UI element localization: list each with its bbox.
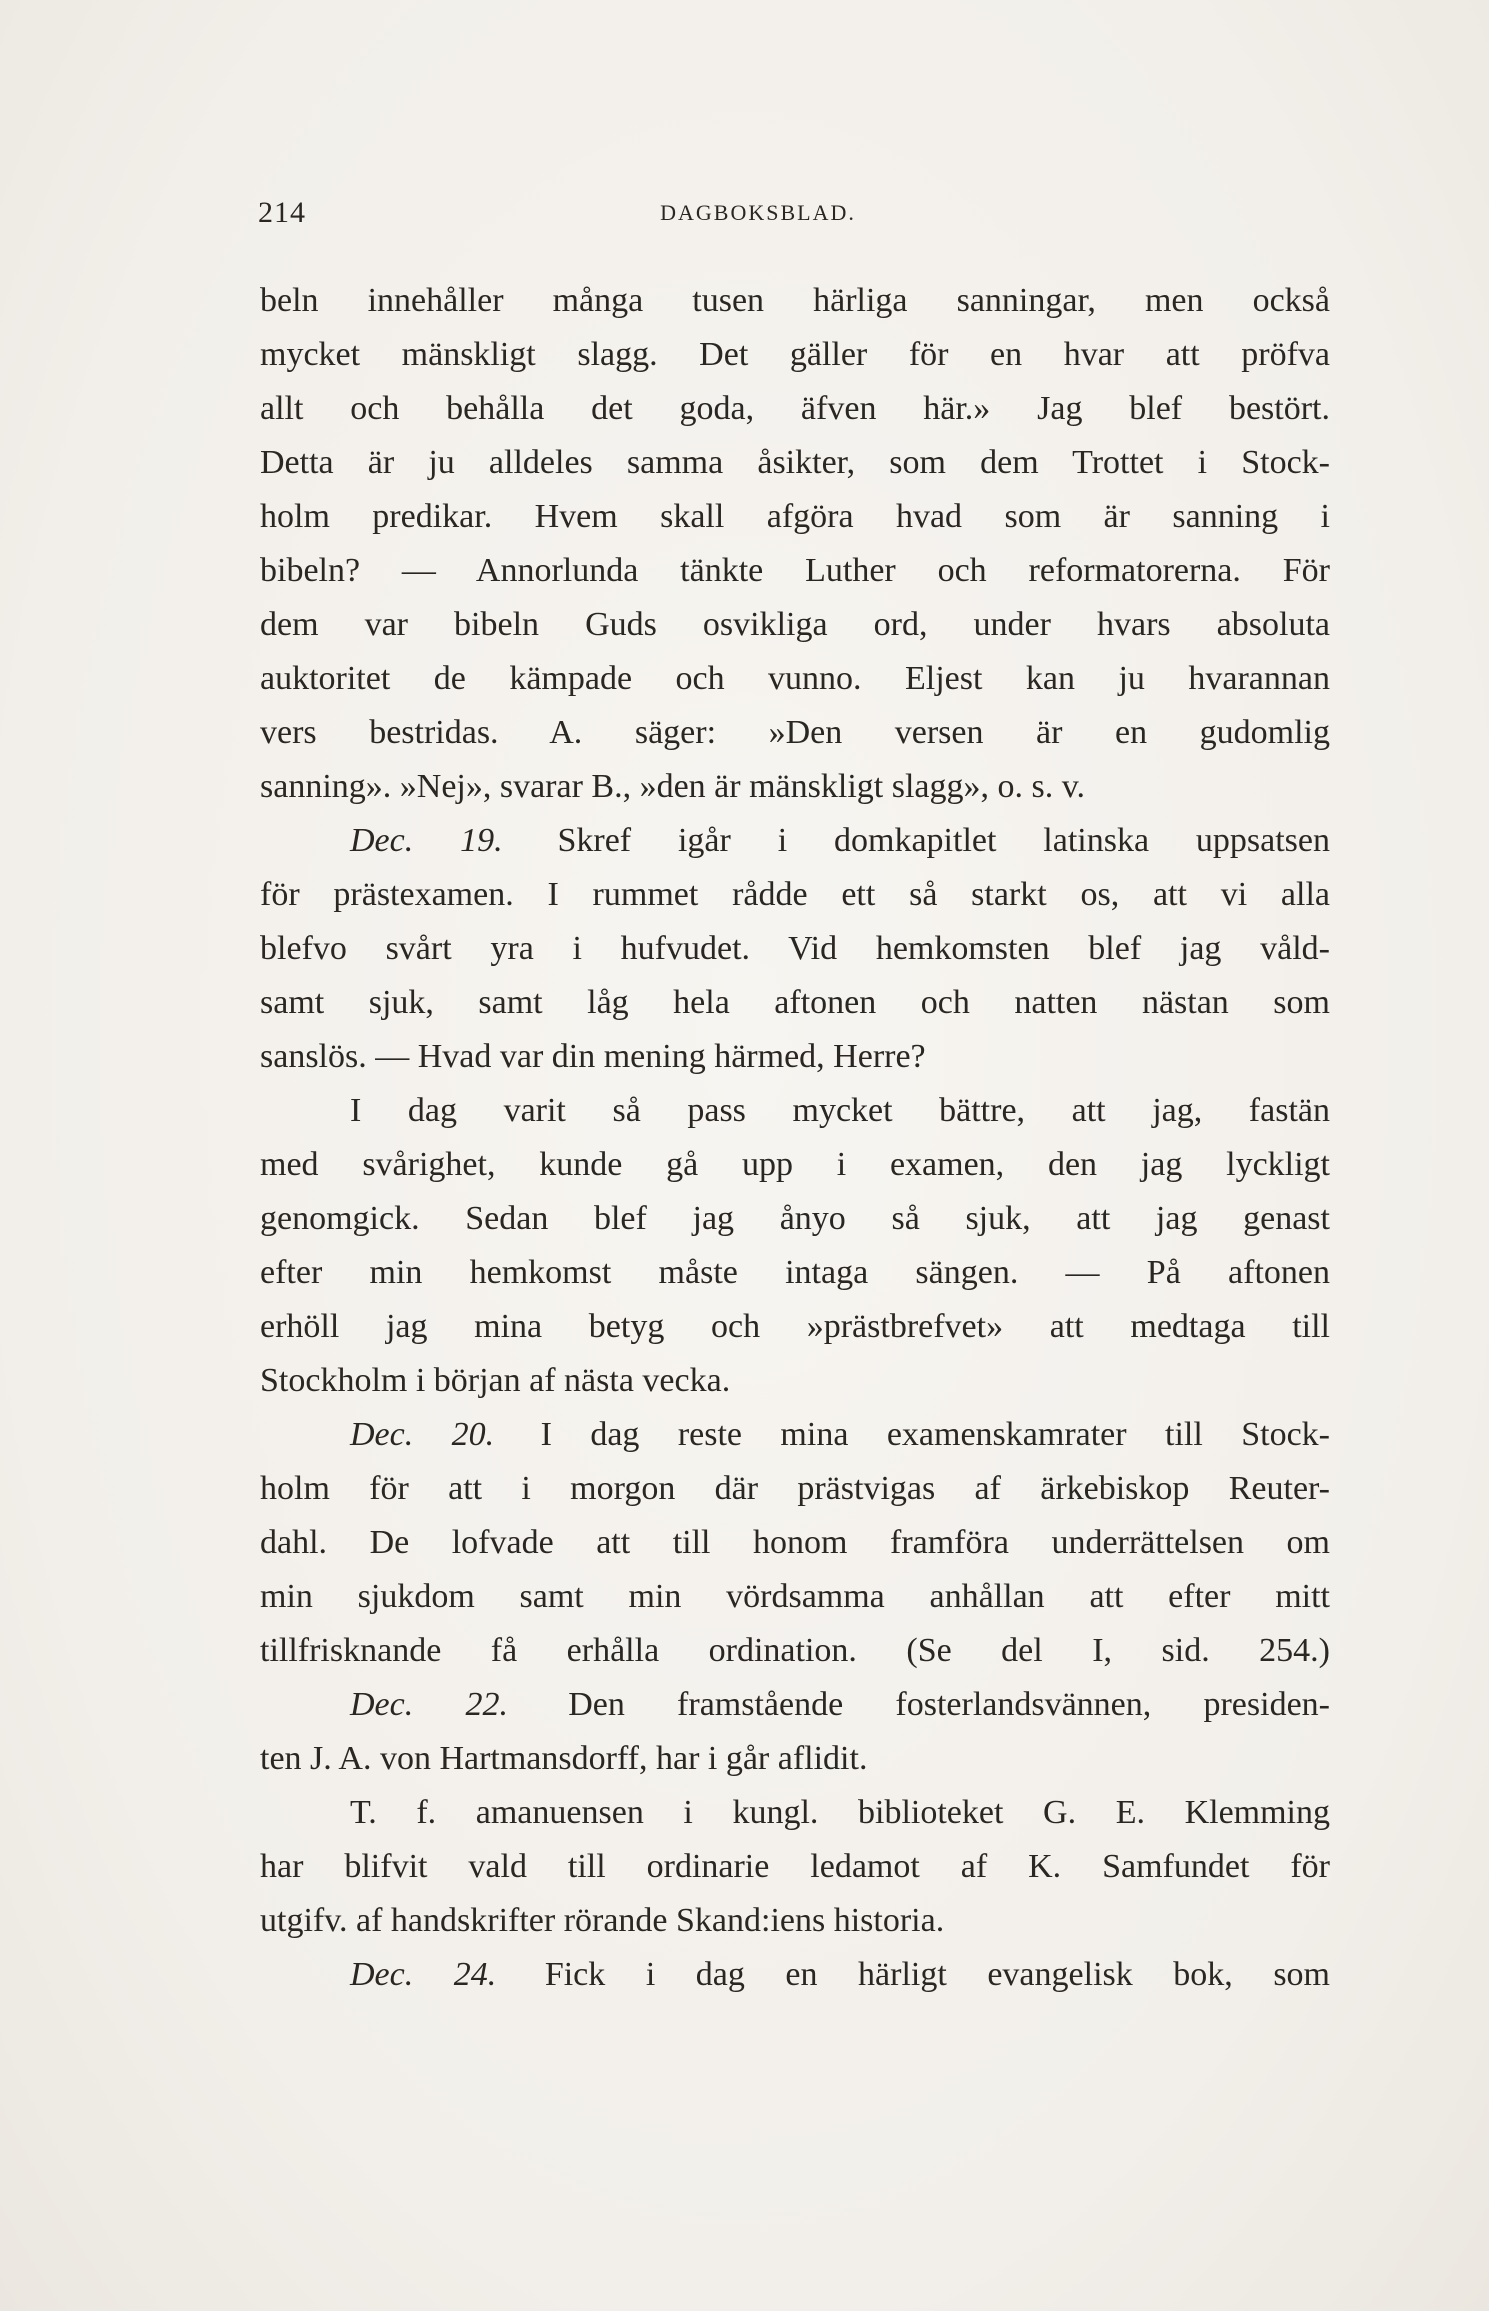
text-line: sanning». »Nej», svarar B., »den är mänskligt slagg», o. s. v. xyxy=(260,768,1085,805)
dated-entry-line xyxy=(260,814,1330,868)
text-line: med svårighet, kunde gå upp i examen, den jag lyckligt xyxy=(260,1146,1330,1183)
page-number: 214 xyxy=(258,196,306,229)
text-line: allt och behålla det goda, äfven här.» Jag blef bestört. xyxy=(260,390,1330,427)
text-line: efter min hemkomst måste intaga sängen. — På aftonen xyxy=(260,1254,1330,1291)
running-title: DAGBOKSBLAD. xyxy=(660,200,856,225)
entry-text: I dag reste mina examenskamrater till Stock- xyxy=(540,1416,1330,1453)
text-line: I dag varit så pass mycket bättre, att jag, fastän xyxy=(350,1092,1330,1129)
entry-date: Dec. 24. xyxy=(350,1956,497,1993)
text-line: blefvo svårt yra i hufvudet. Vid hemkomsten blef jag våld- xyxy=(260,930,1330,967)
running-head xyxy=(258,196,1332,236)
text-line: utgifv. af handskrifter rörande Skand:iens historia. xyxy=(260,1902,945,1939)
entry-date: Dec. 19. xyxy=(350,822,503,859)
text-line: T. f. amanuensen i kungl. biblioteket G. E. Klemming xyxy=(350,1794,1330,1831)
text-line: mycket mänskligt slagg. Det gäller för en hvar att pröfva xyxy=(260,336,1330,373)
dated-entry-line xyxy=(260,1678,1330,1732)
text-line: Stockholm i början af nästa vecka. xyxy=(260,1362,731,1399)
dated-entry-line xyxy=(260,1408,1330,1462)
text-line: har blifvit vald till ordinarie ledamot af K. Samfundet för xyxy=(260,1848,1330,1885)
text-line: min sjukdom samt min vördsamma anhållan att efter mitt xyxy=(260,1578,1330,1615)
text-line: tillfrisknande få erhålla ordination. (Se del I, sid. 254.) xyxy=(260,1632,1330,1669)
body-text xyxy=(260,274,1330,2002)
text-line: dem var bibeln Guds osvikliga ord, under hvars absoluta xyxy=(260,606,1330,643)
text-line: beln innehåller många tusen härliga sanningar, men också xyxy=(260,282,1330,319)
text-line: genomgick. Sedan blef jag ånyo så sjuk, att jag genast xyxy=(260,1200,1330,1237)
text-line: vers bestridas. A. säger: »Den versen är en gudomlig xyxy=(260,714,1330,751)
text-line: auktoritet de kämpade och vunno. Eljest kan ju hvarannan xyxy=(260,660,1330,697)
text-line: Detta är ju alldeles samma åsikter, som dem Trottet i Stock- xyxy=(260,444,1330,481)
text-line: holm predikar. Hvem skall afgöra hvad som är sanning i xyxy=(260,498,1330,535)
entry-date: Dec. 20. xyxy=(350,1416,495,1453)
entry-date: Dec. 22. xyxy=(350,1686,508,1723)
entry-text: Fick i dag en härligt evangelisk bok, som xyxy=(544,1956,1330,1993)
text-line: samt sjuk, samt låg hela aftonen och natten nästan som xyxy=(260,984,1330,1021)
text-line: för prästexamen. I rummet rådde ett så starkt os, att vi alla xyxy=(260,876,1330,913)
entry-text: Den framstående fosterlandsvännen, presiden- xyxy=(568,1686,1330,1723)
text-line: holm för att i morgon där prästvigas af ärkebiskop Reuter- xyxy=(260,1470,1330,1507)
entry-text: Skref igår i domkapitlet latinska uppsatsen xyxy=(557,822,1330,859)
text-line: sanslös. — Hvad var din mening härmed, Herre? xyxy=(260,1038,926,1075)
dated-entry-line xyxy=(260,1948,1330,2002)
text-line: erhöll jag mina betyg och »prästbrefvet» att medtaga till xyxy=(260,1308,1330,1345)
text-line: ten J. A. von Hartmansdorff, har i går aflidit. xyxy=(260,1740,868,1777)
text-line: dahl. De lofvade att till honom framföra underrättelsen om xyxy=(260,1524,1330,1561)
text-line: bibeln? — Annorlunda tänkte Luther och reformatorerna. För xyxy=(260,552,1330,589)
